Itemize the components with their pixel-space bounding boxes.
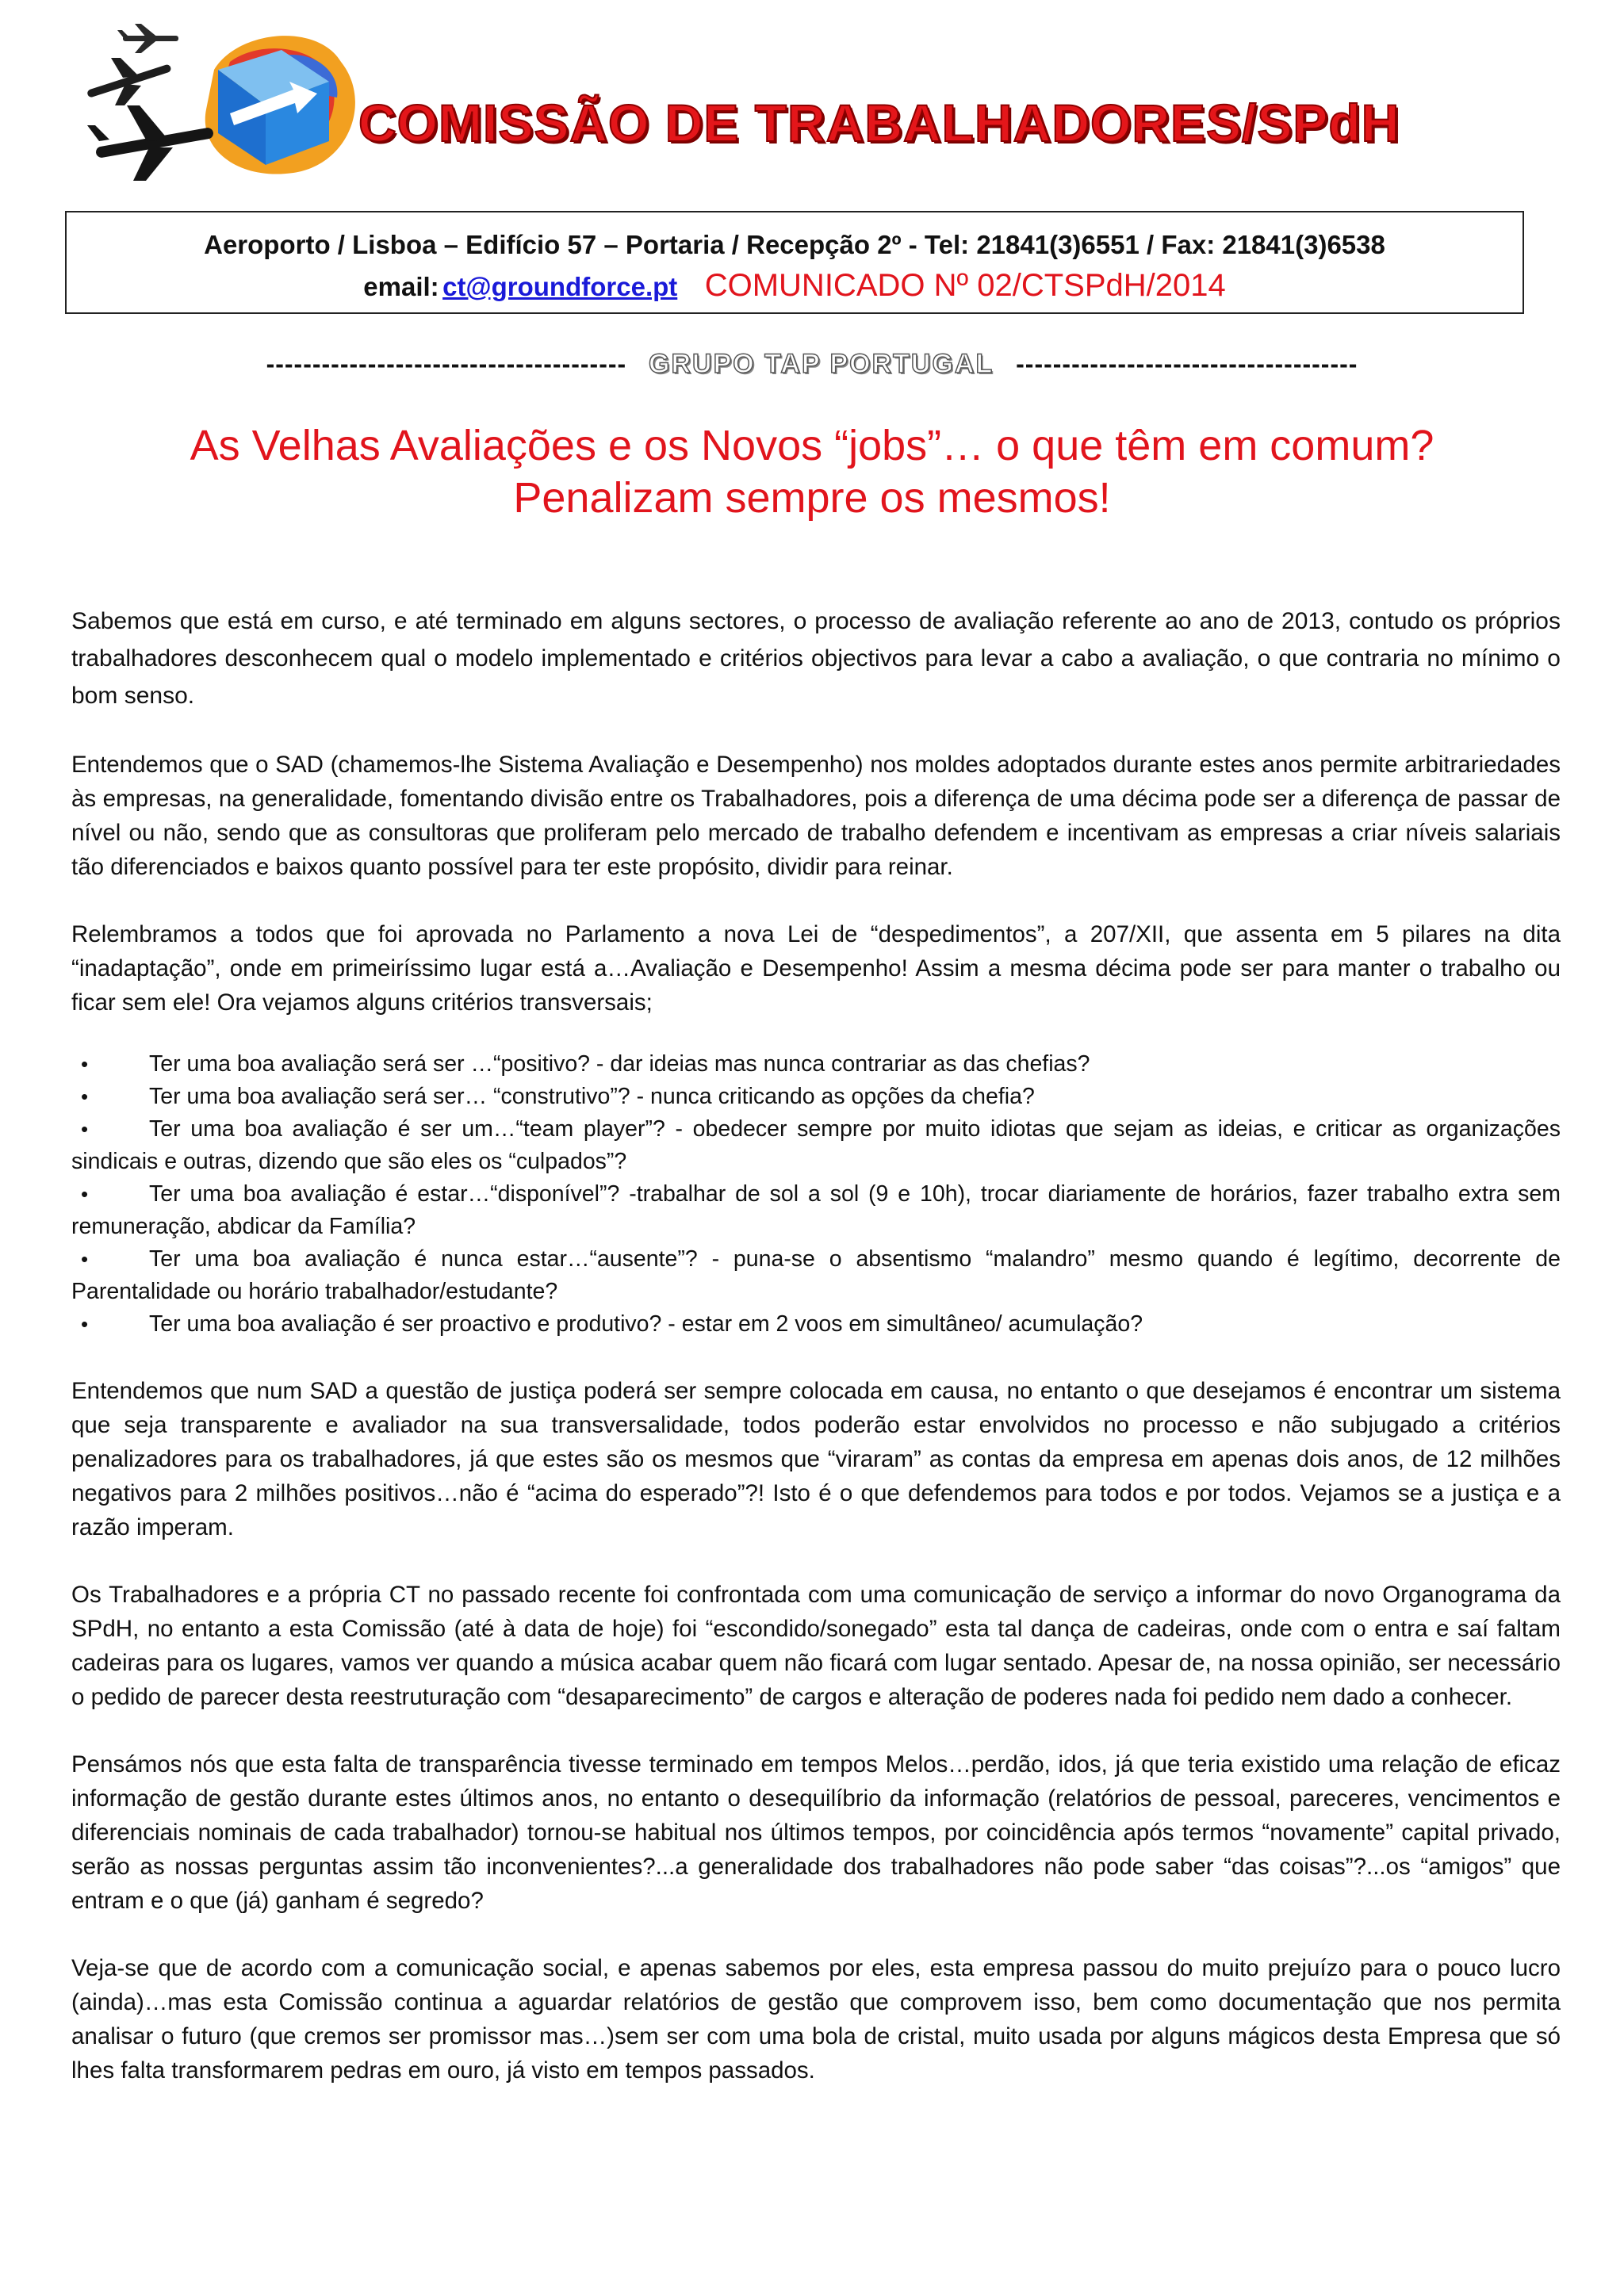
list-item: • Ter uma boa avaliação é ser proactivo e produtivo? - estar em 2 voos em simultâneo/ acumulação? [71, 1308, 1561, 1341]
list-item: • Ter uma boa avaliação é estar…“disponível”? -trabalhar de sol a sol (9 e 10h), trocar diariamente de horários, fazer trabalho extra sem remuneração, abdicar da Família? [71, 1178, 1561, 1243]
headline-line-2: Penalizam sempre os mesmos! [513, 473, 1111, 522]
paragraph-2: Entendemos que o SAD (chamemos-lhe Sistema Avaliação e Desempenho) nos moldes adoptados durante estes anos permite arbitrariedades às empresas, na generalidade, fomentando divisão entre os Trabalhadores, pois a diferença de uma décima pode ser a diferença de passar de nível ou não, sendo que as consultoras que proliferam pelo mercado de trabalho defendem e incentivam as empresas a criar níveis salariais tão diferenciados e baixos quanto possível para ter este propósito, dividir para reinar. [71, 752, 1561, 880]
email-label: email: [363, 272, 439, 301]
contact-box [65, 211, 1524, 314]
bullet-icon: • [81, 1182, 89, 1206]
bullet-icon: • [81, 1085, 89, 1108]
divider-left: --------------------------------------- [266, 350, 627, 378]
list-item: • Ter uma boa avaliação será ser …“positivo? - dar ideias mas nunca contrariar as das chefias? [71, 1048, 1561, 1081]
criteria-list [71, 1048, 1561, 1341]
bullet-icon: • [81, 1312, 89, 1336]
logo [79, 14, 381, 185]
bullet-icon: • [81, 1052, 89, 1076]
email-line [67, 268, 1522, 304]
headline-line-1: As Velhas Avaliações e os Novos “jobs”… o que têm em comum? [190, 422, 1434, 469]
address-line: Aeroporto / Lisboa – Edifício 57 – Portaria / Recepção 2º - Tel: 21841(3)6551 / Fax: 21841(3)6538 [204, 230, 1385, 259]
document-body [71, 603, 1561, 2087]
airplane-icon [86, 58, 172, 105]
airplane-icon [87, 105, 214, 181]
paragraph-6: Pensámos nós que esta falta de transparência tivesse terminado em tempos Melos…perdão, idos, já que teria existido uma relação de eficaz informação de gestão durante estes últimos anos, no entanto o desequilíbrio da informação (relatórios de pessoal, pareceres, vencimentos e diferenciais nominais de cada trabalhador) tornou-se habitual nos últimos tempos, por coincidência após termos “novamente” capital privado, serão as nossas perguntas assim tão inconvenientes?...a generalidade dos trabalhadores não pode saber “das coisas”?...os “amigos” que entram e o que (já) ganham é segredo? [71, 1751, 1561, 1914]
headline [79, 420, 1545, 525]
paragraph-1: Sabemos que está em curso, e até terminado em alguns sectores, o processo de avaliação referente ao ano de 2013, contudo os próprios trabalhadores desconhecem qual o modelo implementado e critérios objectivos para levar a cabo a avaliação, o que contraria no mínimo o bom senso. [71, 608, 1561, 709]
group-name: GRUPO TAP PORTUGAL [649, 349, 994, 379]
organization-title: COMISSÃO DE TRABALHADORES/SPdH [358, 94, 1400, 152]
group-divider [0, 349, 1624, 380]
paragraph-5: Os Trabalhadores e a própria CT no passado recente foi confrontada com uma comunicação de serviço a informar do novo Organograma da SPdH, no entanto a esta Comissão (até à data de hoje) foi “escondido/sonegado” esta tal dança de cadeiras, onde com o entra e saí faltam cadeiras para os lugares, vamos ver quando a música acabar quem não ficará com lugar sentado. Apesar de, na nossa opinião, ser necessário o pedido de parecer desta reestruturação com “desaparecimento” de cargos e alteração de poderes nada foi pedido nem dado a conhecer. [71, 1582, 1561, 1710]
list-item: • Ter uma boa avaliação é ser um…“team player”? - obedecer sempre por muito idiotas que sejam as ideias, e criticar as organizações sindicais e outras, dizendo que são eles os “culpados”? [71, 1113, 1561, 1178]
logo-graphic [79, 14, 381, 185]
airplane-icon [117, 24, 178, 53]
email-link[interactable]: ct@groundforce.pt [442, 272, 678, 301]
divider-right: ------------------------------------- [1016, 350, 1358, 378]
paragraph-3: Relembramos a todos que foi aprovada no Parlamento a nova Lei de “despedimentos”, a 207/XII, que assenta em 5 pilares na dita “inadaptação”, onde em primeiríssimo lugar está a…Avaliação e Desempenho! Assim a mesma décima pode ser para manter o trabalho ou ficar sem ele! Ora vejamos alguns critérios transversais; [71, 921, 1561, 1016]
paragraph-4: Entendemos que num SAD a questão de justiça poderá ser sempre colocada em causa, no entanto o que desejamos é encontrar um sistema que seja transparente e avaliador na sua transversalidade, todos poderão estar envolvidos no processo e não subjugado a critérios penalizadores para os trabalhadores, já que estes são os mesmos que “viraram” as contas da empresa em apenas dois anos, de 12 milhões negativos para 2 milhões positivos…não é “acima do esperado”?! Isto é o que defendemos para todos e por todos. Vejamos se a justiça e a razão imperam. [71, 1378, 1561, 1540]
bullet-icon: • [81, 1117, 89, 1141]
communique-number: COMUNICADO Nº 02/CTSPdH/2014 [704, 268, 1226, 303]
paragraph-7: Veja-se que de acordo com a comunicação social, e apenas sabemos por eles, esta empresa passou do muito prejuízo para o pouco lucro (ainda)…mas esta Comissão continua a aguardar relatórios de gestão que comprovem isso, bem como documentação que nos permita analisar o futuro (que cremos ser promissor mas…)sem ser com uma bola de cristal, muito usada por alguns mágicos desta Empresa que só lhes falta transformarem pedras em ouro, já visto em tempos passados. [71, 1955, 1561, 2084]
list-item: • Ter uma boa avaliação será ser… “construtivo”? - nunca criticando as opções da chefia? [71, 1081, 1561, 1113]
bullet-icon: • [81, 1247, 89, 1271]
list-item: • Ter uma boa avaliação é nunca estar…“ausente”? - puna-se o absentismo “malandro” mesmo quando é legítimo, decorrente de Parentalidade ou horário trabalhador/estudante? [71, 1243, 1561, 1308]
